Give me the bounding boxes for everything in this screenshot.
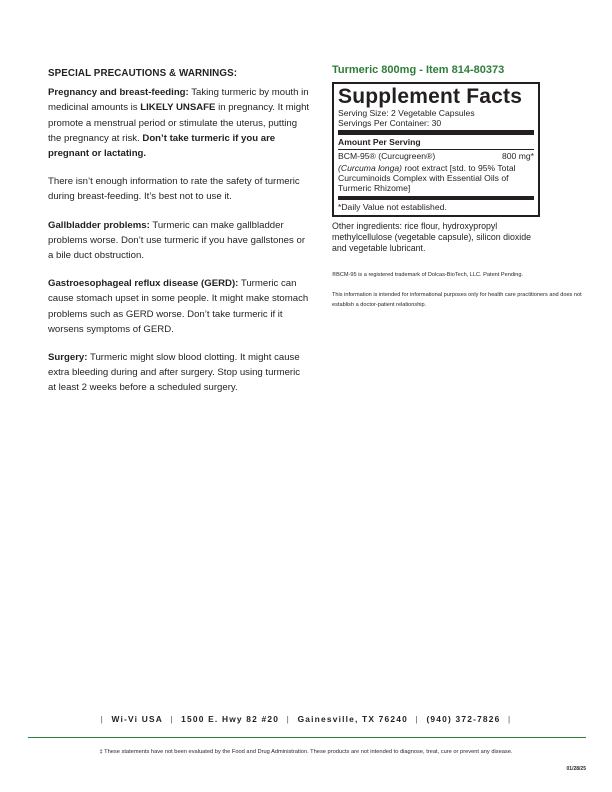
precautions-heading: SPECIAL PRECAUTIONS & WARNINGS: bbox=[48, 68, 238, 79]
gerd-text: Turmeric can cause stomach upset in some people. It might make stomach problems such as GERD worse. Don’t take turmeric if it worsens symptoms of GERD. bbox=[48, 278, 309, 335]
phone-number: (940) 372-7826 bbox=[426, 714, 501, 724]
surgery-text: Turmeric might slow blood clotting. It might cause extra bleeding during and after surgery. Stop using turmeric at least 2 weeks before a scheduled surgery. bbox=[48, 352, 301, 394]
pregnancy-text1: Taking turmeric by mouth in medicinal amounts is bbox=[48, 87, 309, 114]
supplement-facts-title: Supplement Facts bbox=[338, 85, 523, 108]
footer-divider bbox=[28, 737, 586, 738]
company-name: Wi-Vi USA bbox=[111, 714, 163, 724]
info-note: This information is intended for informational purposes only for health care practitioners and does not establish a doctor-patient relationship. bbox=[332, 292, 582, 308]
fda-disclaimer: ‡ These statements have not been evaluated by the Food and Drug Administration. These products are not intended to diagnose, treat, cure or prevent any disease. bbox=[99, 749, 513, 755]
ingredient-latin: (Curcuma longa) bbox=[338, 163, 402, 173]
surgery-label: Surgery: bbox=[48, 352, 88, 364]
daily-value-note: *Daily Value not established. bbox=[338, 202, 447, 212]
pregnancy-paragraph bbox=[48, 85, 310, 161]
city-state-zip: Gainesville, TX 76240 bbox=[297, 714, 408, 724]
supplement-facts-box bbox=[332, 82, 540, 217]
gerd-paragraph bbox=[48, 276, 310, 337]
street-address: 1500 E. Hwy 82 #20 bbox=[181, 714, 280, 724]
gerd-label: Gastroesophageal reflux disease (GERD): bbox=[48, 278, 239, 290]
divider-thick bbox=[338, 130, 534, 135]
pregnancy-warning: Don’t take turmeric if you are pregnant or lactating. bbox=[48, 132, 276, 160]
ingredient-desc: root extract [std. to 95% Total Curcuminoids Complex with Essential Oils of Turmeric Rhizome] bbox=[338, 163, 516, 193]
amount-per-serving: Amount Per Serving bbox=[338, 137, 421, 147]
precautions-column bbox=[48, 66, 310, 409]
gallbladder-label: Gallbladder problems: bbox=[48, 219, 150, 231]
ingredient-description bbox=[338, 163, 534, 193]
gallbladder-paragraph bbox=[48, 218, 310, 264]
divider-bottom bbox=[338, 196, 534, 200]
footer-address: | Wi-Vi USA | 1500 E. Hwy 82 #20 | Gainesville, TX 76240 | (940) 372-7826 | bbox=[100, 714, 512, 724]
trademark-note: ®BCM-95 is a registered trademark of Dolcas-BioTech, LLC. Patent Pending. bbox=[332, 272, 523, 278]
other-ingredients: Other ingredients: rice flour, hydroxypropyl methylcellulose (vegetable capsule), silicon dioxide and vegetable lubricant. bbox=[332, 221, 532, 253]
gallbladder-text: Turmeric can make gallbladder problems worse. Don’t use turmeric if you have gallstones or a bile duct obstruction. bbox=[48, 219, 306, 262]
pregnancy-text2: in pregnancy. It might promote a menstrual period or stimulate the uterus, putting the pregnancy at risk. bbox=[48, 102, 310, 144]
divider-thin bbox=[338, 149, 534, 150]
ingredient-row bbox=[338, 151, 534, 161]
document-date: 01/28/25 bbox=[566, 766, 586, 772]
surgery-paragraph bbox=[48, 350, 310, 396]
ingredient-amount: 800 mg* bbox=[501, 151, 534, 161]
serving-size: Serving Size: 2 Vegetable Capsules bbox=[338, 108, 475, 118]
pregnancy-emphasis: LIKELY UNSAFE bbox=[140, 102, 216, 114]
breastfeeding-paragraph: There isn’t enough information to rate the safety of turmeric during breast-feeding. It’s best not to use it. bbox=[48, 176, 300, 203]
pregnancy-label: Pregnancy and breast-feeding: bbox=[48, 87, 189, 99]
ingredient-name: BCM-95® (Curcugreen®) bbox=[338, 151, 436, 161]
servings-per-container: Servings Per Container: 30 bbox=[338, 118, 442, 128]
supplement-column bbox=[332, 64, 582, 310]
product-line: Turmeric 800mg - Item 814-80373 bbox=[332, 64, 505, 76]
